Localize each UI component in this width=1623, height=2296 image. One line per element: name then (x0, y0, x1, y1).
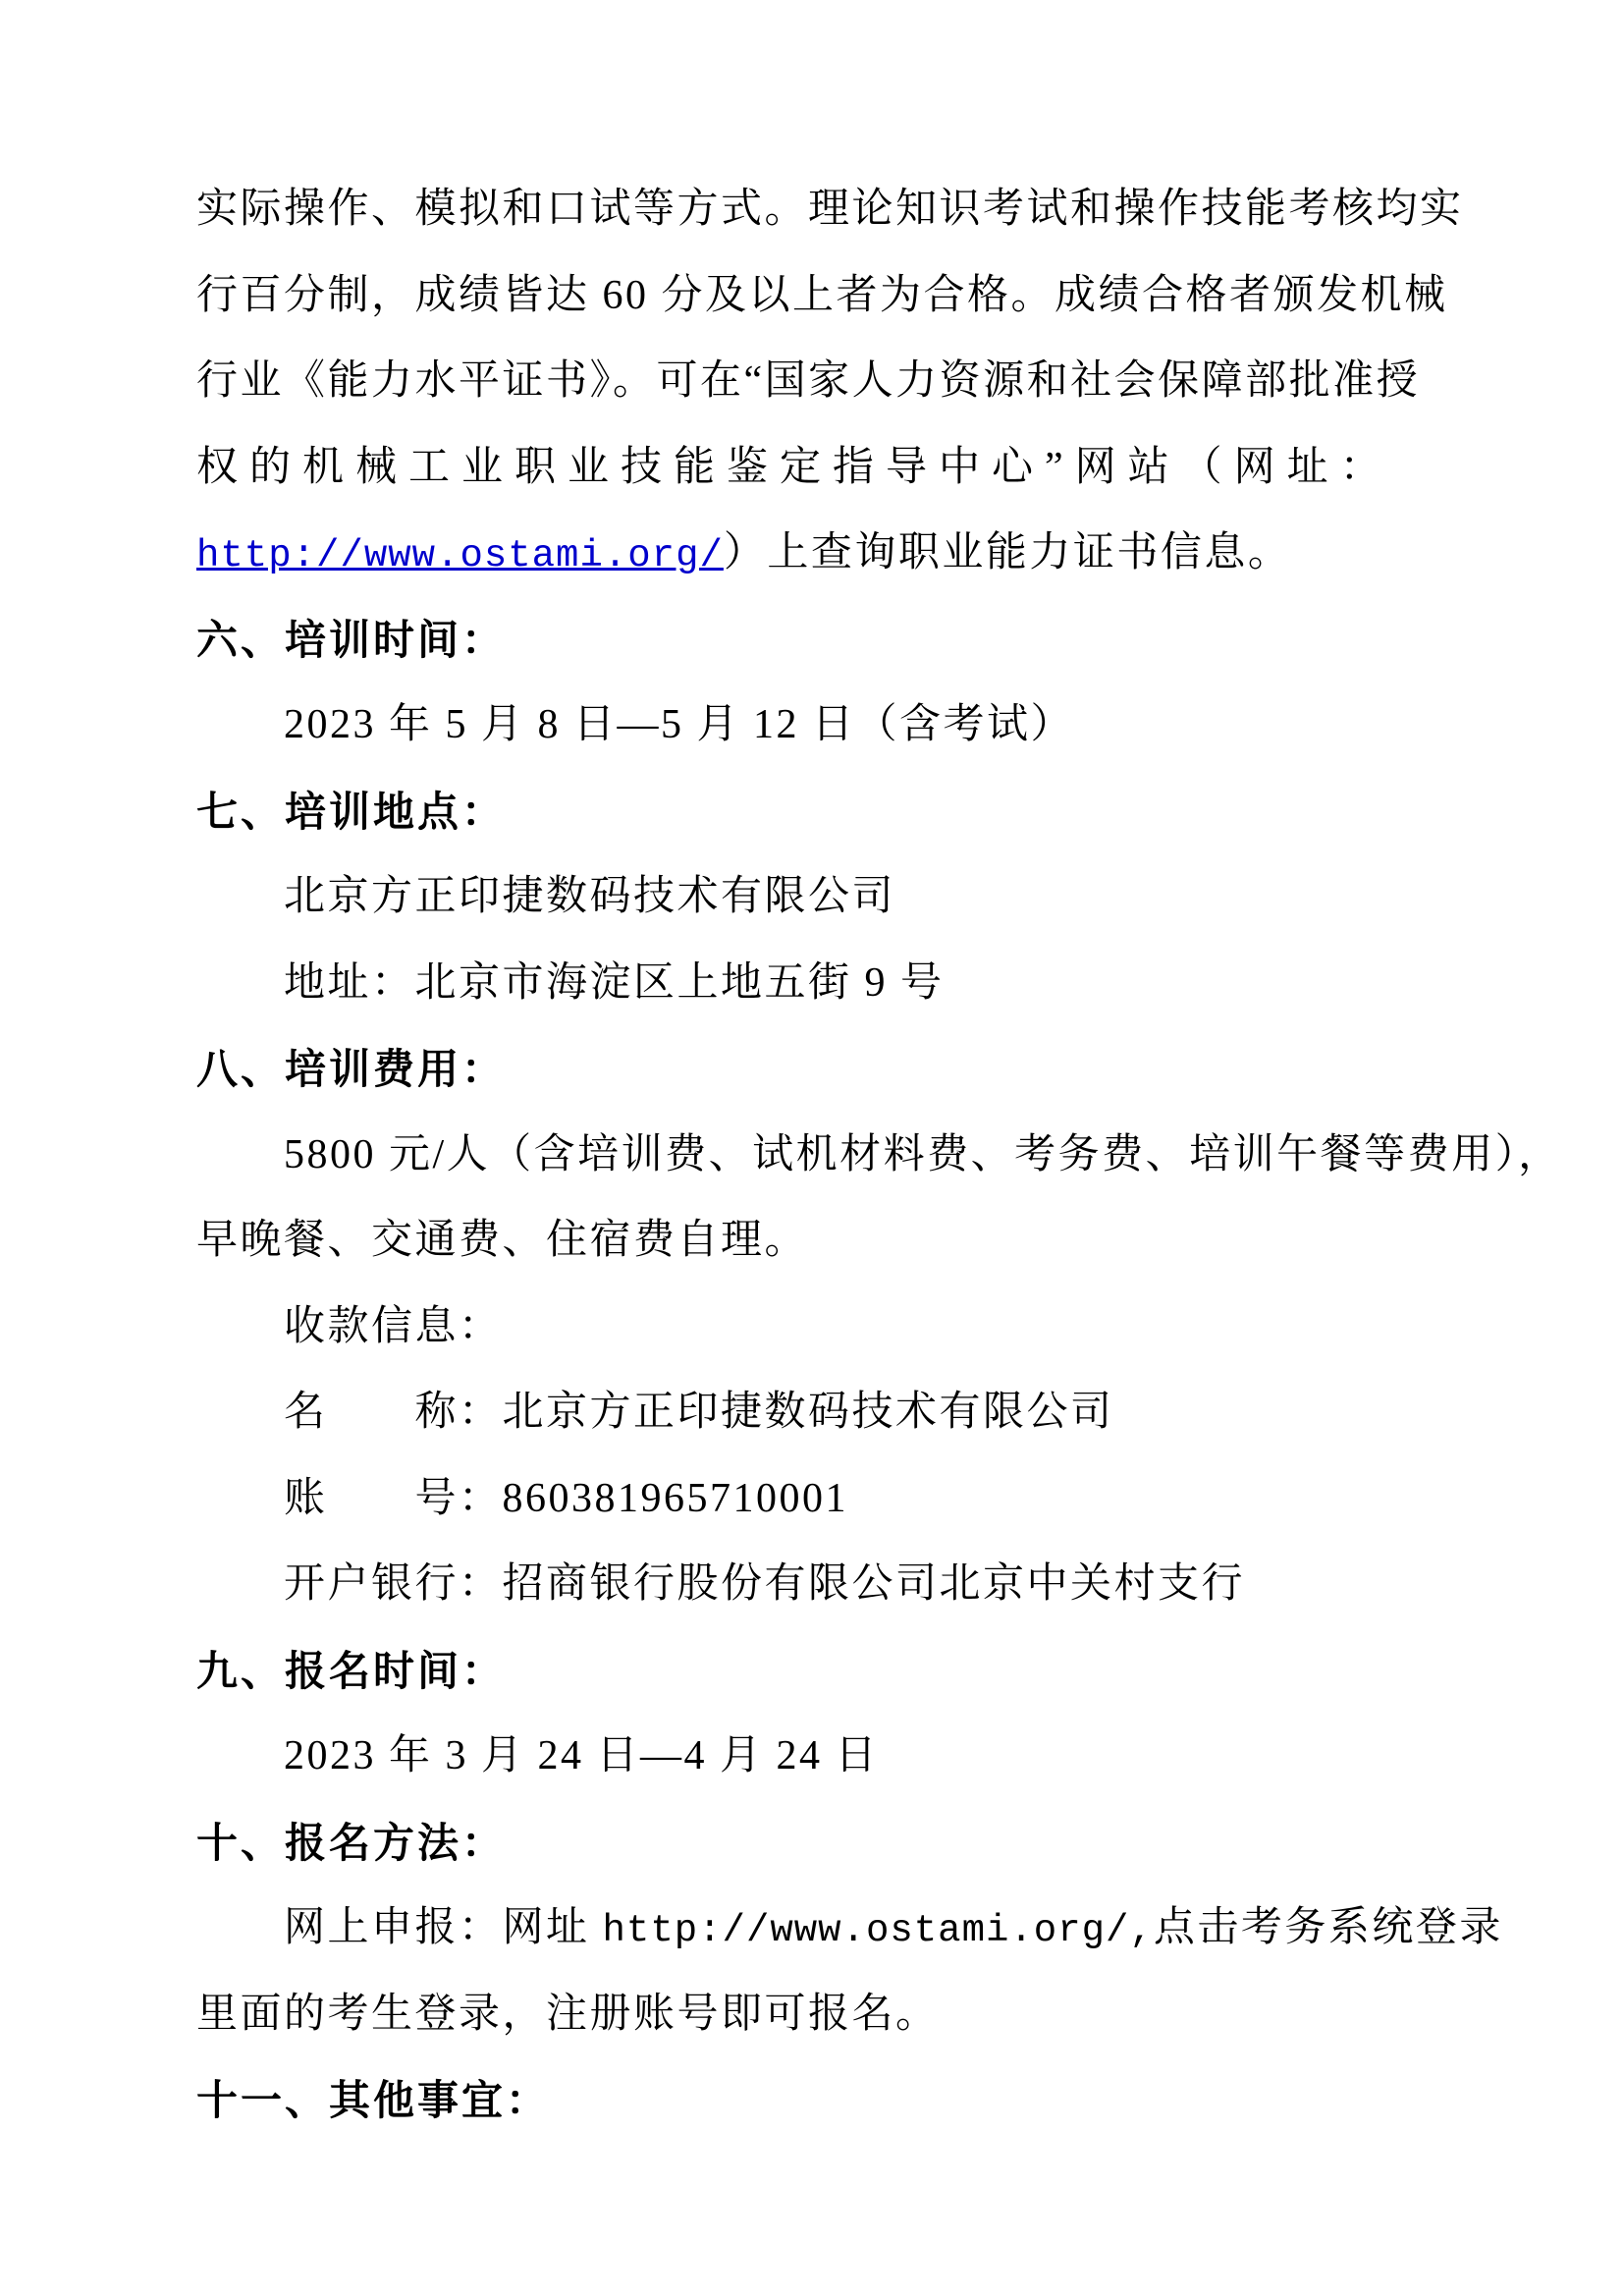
text-segment: 七、培训地点： (196, 788, 507, 835)
section-heading (196, 1800, 1427, 1886)
section-heading (196, 2057, 1427, 2144)
text-line (196, 683, 1427, 769)
text-line (196, 1370, 1427, 1456)
ostami-website-link[interactable]: http://www.ostami.org/ (196, 534, 724, 577)
text-line (196, 339, 1427, 425)
text-line (196, 1714, 1427, 1800)
text-line (196, 167, 1464, 253)
text-line (196, 1542, 1427, 1628)
section-heading (196, 597, 1427, 683)
text-line (196, 1198, 1427, 1285)
text-line (196, 1113, 1562, 1199)
text-segment: 十、报名方法： (196, 1819, 507, 1866)
text-segment: 十一、其他事宜： (196, 2077, 551, 2123)
url-text: http://www.ostami.org/, (602, 1909, 1154, 1952)
text-segment: 账 号：860381965710001 (284, 1475, 849, 1521)
text-segment: 2023 年 5 月 8 日—5 月 12 日（含考试） (284, 702, 1075, 747)
text-line (196, 1285, 1427, 1371)
text-segment: 里面的考生登录，注册账号即可报名。 (196, 1991, 940, 2037)
text-segment: 早晚餐、交通费、住宿费自理。 (196, 1218, 809, 1263)
text-segment: 5800 元/人（含培训费、试机材料费、考务费、培训午餐等费用）， (284, 1131, 1562, 1177)
text-line (196, 511, 1427, 597)
text-line (196, 1456, 1427, 1543)
section-heading (196, 1628, 1427, 1715)
text-line (196, 1972, 1427, 2058)
text-line (196, 1886, 1503, 1972)
text-segment: 北京方正印捷数码技术有限公司 (284, 874, 896, 919)
text-segment: 名 称：北京方正印捷数码技术有限公司 (284, 1390, 1114, 1435)
text-segment: 六、培训时间： (196, 616, 507, 663)
document-body (196, 167, 1562, 2144)
text-segment: 点击考务系统登录 (1153, 1905, 1503, 1950)
section-heading (196, 769, 1427, 855)
text-segment: ）上查询职业能力证书信息。 (723, 530, 1292, 575)
text-line (196, 941, 1427, 1027)
text-segment: 地址：北京市海淀区上地五街 9 号 (284, 959, 945, 1006)
text-line (196, 253, 1448, 340)
text-segment: 行业《能力水平证书》。可在“国家人力资源和社会保障部批准授 (196, 358, 1421, 404)
text-segment: 网上申报：网址 (284, 1905, 603, 1950)
text-segment: 行百分制，成绩皆达 60 分及以上者为合格。成绩合格者颁发机械 (196, 272, 1448, 318)
text-segment: 收款信息： (284, 1303, 503, 1349)
text-line (196, 854, 1427, 941)
text-line (196, 425, 1427, 512)
text-segment: 八、培训费用： (196, 1046, 507, 1092)
text-segment: 开户银行：招商银行股份有限公司北京中关村支行 (284, 1561, 1246, 1607)
text-segment: 九、报名时间： (196, 1647, 507, 1694)
text-segment: 实际操作、模拟和口试等方式。理论知识考试和操作技能考核均实 (196, 187, 1464, 232)
section-heading (196, 1026, 1427, 1113)
text-segment: 2023 年 3 月 24 日—4 月 24 日 (284, 1733, 880, 1778)
text-segment: 权的机械工业职业技能鉴定指导中心”网站（网址： (196, 444, 1393, 490)
